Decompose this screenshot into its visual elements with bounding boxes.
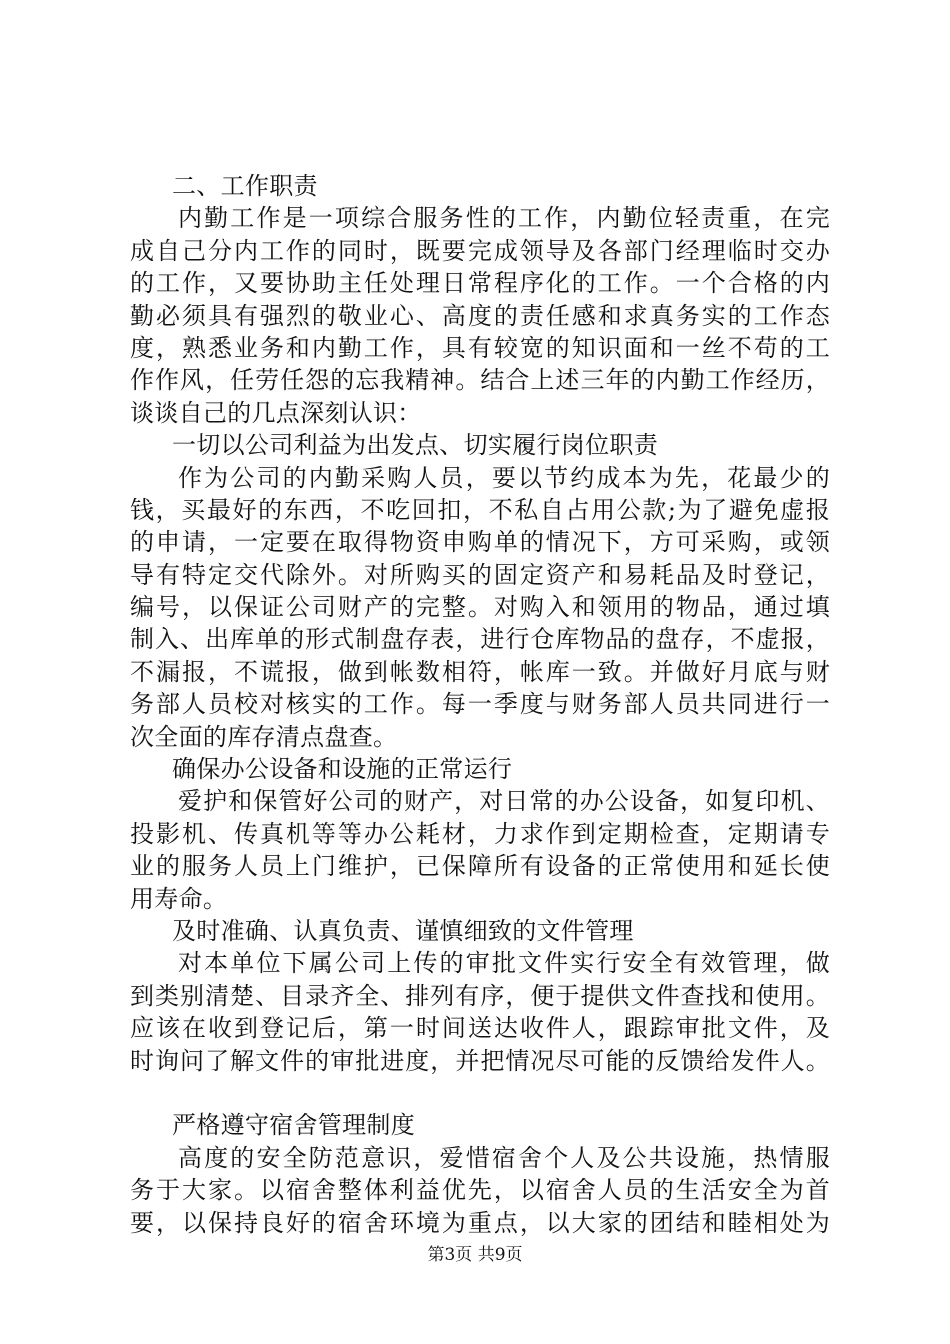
- section-heading: 一切以公司利益为出发点、切实履行岗位职责: [172, 431, 658, 460]
- text-line: 应该在收到登记后，第一时间送达收件人，跟踪审批文件，及: [130, 1014, 830, 1043]
- text-line: 投影机、传真机等等办公耗材，力求作到定期检查，定期请专: [130, 819, 830, 848]
- text-line: 内勤工作是一项综合服务性的工作，内勤位轻责重，在完: [178, 204, 830, 233]
- text-line: 务部人员校对核实的工作。每一季度与财务部人员共同进行一: [130, 690, 830, 719]
- text-line: 成自己分内工作的同时，既要完成领导及各部门经理临时交办: [130, 236, 830, 265]
- text-line: 务于大家。以宿舍整体利益优先，以宿舍人员的生活安全为首: [130, 1176, 830, 1205]
- page-footer: 第3页 共9页: [427, 1245, 523, 1265]
- section-heading: 及时准确、认真负责、谨慎细致的文件管理: [172, 916, 634, 945]
- text-line: 爱护和保管好公司的财产，对日常的办公设备，如复印机、: [178, 787, 830, 816]
- text-line: 勤必须具有强烈的敬业心、高度的责任感和求真务实的工作态: [130, 301, 830, 330]
- text-line: 导有特定交代除外。对所购买的固定资产和易耗品及时登记，: [130, 560, 830, 589]
- text-line: 的工作，又要协助主任处理日常程序化的工作。一个合格的内: [130, 269, 830, 298]
- text-line: 高度的安全防范意识，爱惜宿舍个人及公共设施，热情服: [178, 1143, 830, 1172]
- section-heading: 二、工作职责: [172, 172, 318, 200]
- text-line: 制入、出库单的形式制盘存表，进行仓库物品的盘存，不虚报，: [130, 625, 830, 654]
- text-line: 编号，以保证公司财产的完整。对购入和领用的物品，通过填: [130, 593, 830, 622]
- text-line: 不漏报，不谎报，做到帐数相符，帐库一致。并做好月底与财: [130, 657, 830, 686]
- text-line: 时询问了解文件的审批进度，并把情况尽可能的反馈给发件人。: [130, 1046, 830, 1075]
- text-line: 到类别清楚、目录齐全、排列有序，便于提供文件查找和使用。: [130, 981, 830, 1010]
- document-body: [130, 170, 830, 1239]
- text-line: 的申请，一定要在取得物资申购单的情况下，方可采购，或领: [130, 528, 830, 557]
- text-line: 度，熟悉业务和内勤工作，具有较宽的知识面和一丝不苟的工: [130, 333, 830, 362]
- section-heading: 严格遵守宿舍管理制度: [172, 1111, 415, 1140]
- text-line: 钱，买最好的东西，不吃回扣，不私自占用公款;为了避免虚报: [130, 495, 830, 524]
- text-line: 谈谈自己的几点深刻认识：: [130, 398, 422, 427]
- text-line: 要，以保持良好的宿舍环境为重点，以大家的团结和睦相处为: [130, 1208, 830, 1237]
- section-heading: 确保办公设备和设施的正常运行: [172, 755, 513, 784]
- text-line: 对本单位下属公司上传的审批文件实行安全有效管理，做: [178, 949, 830, 978]
- text-line: 用寿命。: [130, 884, 228, 913]
- text-line: 次全面的库存清点盘查。: [130, 722, 398, 751]
- blank-line: [130, 1077, 830, 1109]
- text-line: 作为公司的内勤采购人员，要以节约成本为先，花最少的: [178, 463, 830, 492]
- text-line: 业的服务人员上门维护，已保障所有设备的正常使用和延长使: [130, 852, 830, 881]
- text-line: 作作风，任劳任怨的忘我精神。结合上述三年的内勤工作经历，: [130, 366, 830, 395]
